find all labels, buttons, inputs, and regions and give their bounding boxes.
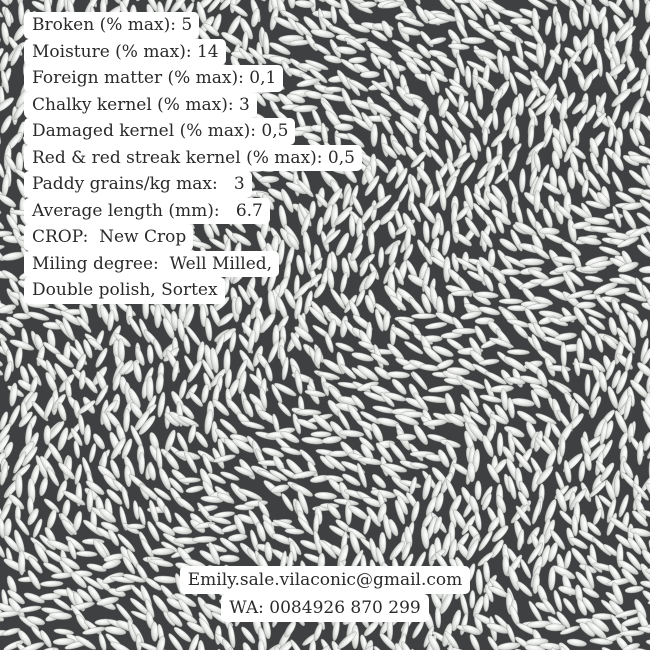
contact-phone: WA: 0084926 870 299 xyxy=(221,594,428,622)
spec-damaged-kernel: Damaged kernel (% max): 0,5 xyxy=(24,118,295,145)
contact-email: Emily.sale.vilaconic@gmail.com xyxy=(180,566,470,594)
rice-grain xyxy=(311,431,332,437)
rice-grain xyxy=(154,304,161,328)
rice-grain xyxy=(396,434,416,441)
spec-list xyxy=(24,12,362,304)
spec-chalky-kernel: Chalky kernel (% max): 3 xyxy=(24,92,257,119)
rice-grain xyxy=(475,481,482,500)
contact-block xyxy=(0,566,650,622)
rice-grain xyxy=(614,475,620,497)
rice-grain xyxy=(545,624,565,631)
spec-paddy-grains: Paddy grains/kg max: 3 xyxy=(24,171,252,198)
rice-grain xyxy=(585,374,591,396)
rice-grain xyxy=(519,258,544,265)
rice-grain xyxy=(452,328,477,334)
rice-grain xyxy=(16,473,23,498)
rice-grain xyxy=(497,432,503,456)
spec-crop: CROP: New Crop xyxy=(24,224,193,251)
rice-grain xyxy=(499,299,523,305)
rice-grain xyxy=(555,22,561,44)
rice-grain xyxy=(482,127,488,145)
rice-grain xyxy=(44,425,51,445)
spec-broken: Broken (% max): 5 xyxy=(24,12,199,39)
spec-red-streak-kernel: Red & red streak kernel (% max): 0,5 xyxy=(24,145,362,172)
spec-moisture: Moisture (% max): 14 xyxy=(24,39,226,66)
rice-grain xyxy=(411,313,436,319)
spec-foreign-matter: Foreign matter (% max): 0,1 xyxy=(24,65,283,92)
rice-grain xyxy=(179,477,201,483)
spec-average-length: Average length (mm): 6.7 xyxy=(24,198,270,225)
spec-milling-degree: Miling degree: Well Milled, xyxy=(24,251,279,278)
spec-polish: Double polish, Sortex xyxy=(24,277,225,304)
rice-grain xyxy=(139,452,145,474)
